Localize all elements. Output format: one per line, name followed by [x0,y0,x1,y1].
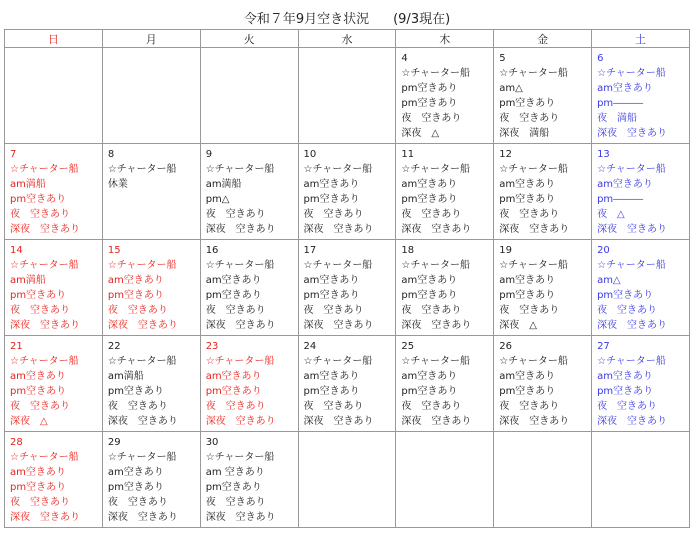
availability-line: pm空きあり [107,386,164,397]
charter-label: ☆チャーター船 [205,356,275,367]
charter-label: ☆チャーター船 [401,260,471,271]
availability-line: am 空きあり [205,467,265,478]
availability-line: 深夜 空きあり [205,320,276,331]
availability-line: 深夜 空きあり [10,224,80,235]
availability-line: 深夜 空きあり [401,224,472,235]
day-number: 29 [107,437,121,448]
availability-line: 夜 空きあり [499,401,560,412]
availability-line: 深夜 空きあり [107,416,178,427]
availability-line: 夜 △ [597,209,625,220]
availability-line: 深夜 △ [10,416,48,427]
availability-line: pm空きあり [499,98,556,109]
day-number: 16 [205,245,219,256]
availability-line: am空きあり [107,467,164,478]
availability-line: am空きあり [597,371,653,382]
charter-label: ☆チャーター船 [10,260,79,271]
charter-label: ☆チャーター船 [303,260,373,271]
availability-line: 夜 空きあり [205,305,266,316]
availability-line: 深夜 空きあり [401,416,472,427]
availability-line: pm空きあり [10,482,67,493]
day-number: 30 [205,437,219,448]
charter-label: ☆チャーター船 [107,452,177,463]
calendar-week-row [5,48,690,144]
calendar-day-cell [592,144,690,240]
calendar-day-cell [592,240,690,336]
availability-line: am空きあり [597,179,653,190]
calendar-day-cell [298,336,396,432]
calendar-day-cell [200,240,298,336]
availability-line: 深夜 空きあり [205,416,276,427]
calendar-week-row [5,144,690,240]
availability-line: pm空きあり [597,290,654,301]
day-number: 12 [499,149,512,160]
charter-label: ☆チャーター船 [205,260,275,271]
availability-line: pm空きあり [499,386,556,397]
weekday-header-row [5,30,690,48]
charter-label: ☆チャーター船 [499,260,568,271]
availability-line: am空きあり [401,179,458,190]
availability-line: am空きあり [205,275,262,286]
availability-line: pm空きあり [205,290,262,301]
charter-label: ☆チャーター船 [401,164,471,175]
availability-line: 夜 空きあり [303,401,364,412]
availability-line: 深夜 △ [401,128,440,139]
availability-line: 深夜 空きあり [303,416,374,427]
calendar-day-cell [5,144,103,240]
charter-label: ☆チャーター船 [597,68,666,79]
day-number: 27 [597,341,610,352]
availability-line: am空きあり [10,371,66,382]
availability-line: 深夜 空きあり [597,416,668,427]
calendar-empty-cell [396,432,494,528]
availability-line: pm空きあり [10,386,67,397]
availability-line: 夜 空きあり [107,497,168,508]
charter-label: ☆チャーター船 [499,356,568,367]
availability-line: 深夜 空きあり [10,512,80,523]
charter-label: ☆チャーター船 [107,356,177,367]
availability-line: 深夜 空きあり [401,320,472,331]
calendar-day-cell [592,48,690,144]
calendar-day-cell [298,144,396,240]
calendar-day-cell [494,336,592,432]
title-text: 令和７年9月空き状況 [243,12,370,27]
availability-line: 夜 空きあり [10,209,70,220]
charter-label: ☆チャーター船 [401,356,471,367]
charter-label: ☆チャーター船 [303,356,373,367]
calendar-day-cell [494,240,592,336]
availability-line: pm空きあり [401,386,458,397]
weekday-fri: 金 [494,30,592,48]
day-number: 5 [499,53,506,64]
availability-line: pm空きあり [401,290,458,301]
charter-label: ☆チャーター船 [205,164,275,175]
availability-line: am空きあり [401,275,458,286]
day-number: 18 [401,245,415,256]
availability-line: am満船 [10,179,46,190]
calendar-empty-cell [298,48,396,144]
weekday-thu: 木 [396,30,494,48]
day-number: 4 [401,53,408,64]
calendar-day-cell [5,240,103,336]
charter-label: ☆チャーター船 [499,164,568,175]
calendar-empty-cell [298,432,396,528]
availability-line: 夜 空きあり [499,305,560,316]
day-number: 15 [107,245,121,256]
availability-line: pm空きあり [401,98,458,109]
calendar-day-cell [102,144,200,240]
weekday-sun: 日 [5,30,103,48]
calendar-day-cell [200,144,298,240]
availability-line: pm空きあり [401,83,458,94]
availability-line: 夜 空きあり [303,209,364,220]
day-number: 23 [205,341,219,352]
availability-line: am△ [597,275,621,286]
availability-line: am満船 [10,275,46,286]
availability-line: 深夜 空きあり [597,320,668,331]
weekday-sat: 土 [592,30,690,48]
availability-line: 夜 空きあり [401,209,462,220]
charter-label: ☆チャーター船 [597,356,666,367]
availability-line: 夜 空きあり [597,305,658,316]
availability-line: pm空きあり [107,482,164,493]
availability-line: pm空きあり [303,194,360,205]
availability-line: pm空きあり [303,290,360,301]
availability-line: 深夜 空きあり [10,320,80,331]
availability-line: am空きあり [303,275,360,286]
charter-label: ☆チャーター船 [10,164,79,175]
availability-line: 深夜 空きあり [303,224,374,235]
availability-line: 深夜 満船 [499,128,550,139]
availability-line: 夜 空きあり [10,305,70,316]
availability-line: am空きあり [401,371,458,382]
availability-line: 深夜 空きあり [597,224,668,235]
availability-line: am空きあり [303,371,360,382]
day-number: 14 [10,245,23,256]
calendar-body [5,48,690,528]
availability-line: am空きあり [10,467,66,478]
availability-line: am満船 [205,179,242,190]
charter-label: ☆チャーター船 [499,68,568,79]
availability-line: 夜 満船 [597,113,638,124]
availability-line: 深夜 空きあり [499,224,570,235]
availability-line: am空きあり [499,275,556,286]
calendar-day-cell [396,144,494,240]
availability-line: pm――― [597,98,644,109]
day-number: 22 [107,341,121,352]
calendar-empty-cell [494,432,592,528]
calendar-day-cell [102,240,200,336]
availability-line: 夜 空きあり [597,401,658,412]
availability-line: 深夜 空きあり [107,320,178,331]
availability-line: pm空きあり [205,482,262,493]
availability-line: 夜 空きあり [107,401,168,412]
calendar-day-cell [396,48,494,144]
availability-line: 休業 [107,179,128,190]
charter-label: ☆チャーター船 [597,164,666,175]
charter-label: ☆チャーター船 [205,452,275,463]
availability-line: 夜 空きあり [401,401,462,412]
availability-line: am空きあり [499,371,556,382]
availability-line: am満船 [107,371,144,382]
calendar-day-cell [102,336,200,432]
availability-line: pm――― [597,194,644,205]
calendar-day-cell [200,432,298,528]
availability-line: am空きあり [205,371,262,382]
weekday-wed: 水 [298,30,396,48]
availability-line: pm空きあり [401,194,458,205]
day-number: 9 [205,149,213,160]
calendar-day-cell [396,336,494,432]
calendar-empty-cell [592,432,690,528]
day-number: 10 [303,149,317,160]
availability-line: pm△ [205,194,230,205]
calendar-day-cell [102,432,200,528]
weekday-mon: 月 [102,30,200,48]
day-number: 13 [597,149,610,160]
day-number: 20 [597,245,610,256]
availability-line: 夜 空きあり [401,113,462,124]
charter-label: ☆チャーター船 [10,356,79,367]
calendar-day-cell [494,48,592,144]
calendar-week-row [5,240,690,336]
availability-line: pm空きあり [10,194,67,205]
day-number: 28 [10,437,23,448]
calendar-empty-cell [200,48,298,144]
weekday-tue: 火 [200,30,298,48]
availability-line: am空きあり [303,179,360,190]
availability-line: 深夜 空きあり [499,416,570,427]
availability-line: 夜 空きあり [10,497,70,508]
calendar-day-cell [200,336,298,432]
day-number: 21 [10,341,23,352]
availability-line: 夜 空きあり [499,113,560,124]
calendar-empty-cell [5,48,103,144]
availability-line: pm空きあり [597,386,654,397]
availability-line: 深夜 空きあり [205,224,276,235]
availability-line: 夜 空きあり [499,209,560,220]
availability-line: 夜 空きあり [205,497,266,508]
availability-line: pm空きあり [499,194,556,205]
availability-line: 深夜 空きあり [205,512,276,523]
day-number: 26 [499,341,512,352]
calendar-empty-cell [102,48,200,144]
charter-label: ☆チャーター船 [10,452,79,463]
availability-line: 深夜 空きあり [107,512,178,523]
availability-line: am空きあり [597,83,653,94]
charter-label: ☆チャーター船 [597,260,666,271]
availability-line: pm空きあり [499,290,556,301]
availability-line: 夜 空きあり [10,401,70,412]
day-number: 17 [303,245,317,256]
availability-line: pm空きあり [303,386,360,397]
day-number: 24 [303,341,317,352]
day-number: 25 [401,341,415,352]
availability-line: 深夜 △ [499,320,537,331]
charter-label: ☆チャーター船 [107,164,177,175]
calendar-day-cell [298,240,396,336]
calendar-day-cell [592,336,690,432]
availability-line: 夜 空きあり [303,305,364,316]
availability-line: pm空きあり [205,386,262,397]
availability-line: 夜 空きあり [107,305,168,316]
charter-label: ☆チャーター船 [401,68,471,79]
availability-line: 深夜 空きあり [303,320,374,331]
title-note: (9/3現在) [393,12,451,27]
availability-line: 夜 空きあり [205,209,266,220]
availability-line: am空きあり [499,179,556,190]
availability-line: pm空きあり [107,290,164,301]
availability-line: 夜 空きあり [401,305,462,316]
availability-line: 深夜 空きあり [597,128,668,139]
day-number: 8 [107,149,115,160]
charter-label: ☆チャーター船 [303,164,373,175]
charter-label: ☆チャーター船 [107,260,177,271]
calendar-day-cell [5,336,103,432]
day-number: 7 [10,149,17,160]
day-number: 19 [499,245,512,256]
availability-line: pm空きあり [10,290,67,301]
availability-calendar [4,29,690,528]
calendar-day-cell [5,432,103,528]
availability-line: am△ [499,83,523,94]
availability-line: am空きあり [107,275,164,286]
page-title [0,8,694,27]
day-number: 6 [597,53,604,64]
availability-line: 夜 空きあり [205,401,266,412]
day-number: 11 [401,149,415,160]
calendar-day-cell [396,240,494,336]
calendar-week-row [5,336,690,432]
calendar-day-cell [494,144,592,240]
calendar-week-row [5,432,690,528]
